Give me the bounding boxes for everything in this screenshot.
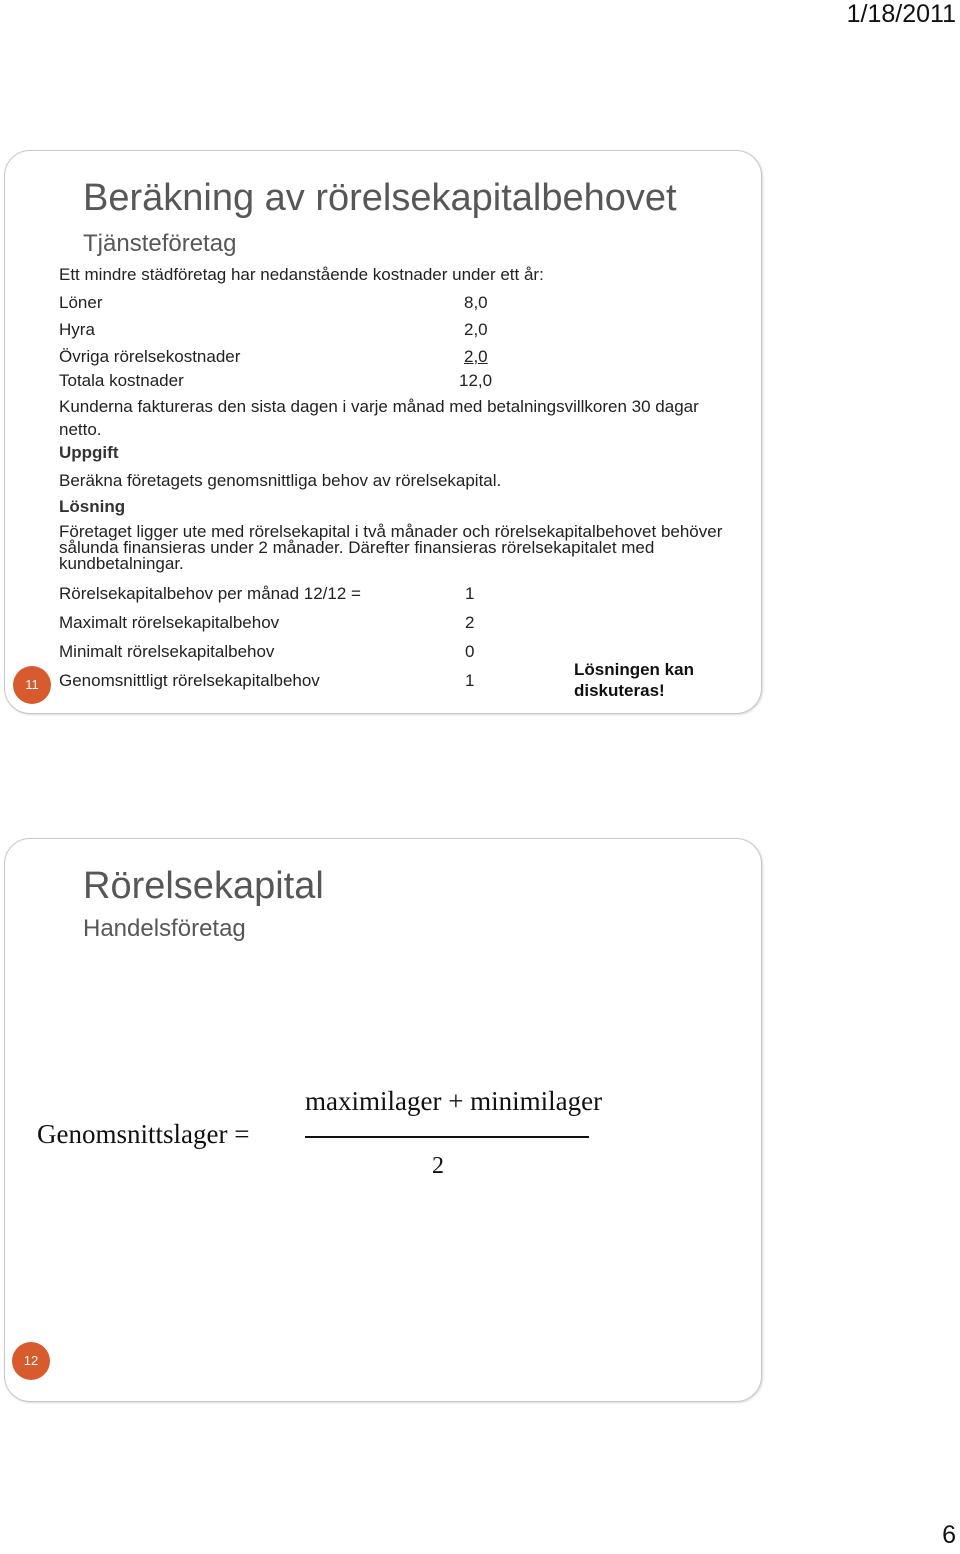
note-line: diskuteras! [574, 681, 665, 700]
formula-denominator: 2 [432, 1153, 444, 1179]
slide-number-badge: 11 [13, 666, 51, 704]
slide-number-badge: 12 [12, 1342, 50, 1380]
result-label: Minimalt rörelsekapitalbehov [59, 642, 275, 661]
slide-11 [4, 150, 762, 714]
cost-label: Hyra [59, 320, 95, 339]
slide-subtitle: Tjänsteföretag [83, 230, 237, 257]
solution-text: Företaget ligger ute med rörelsekapital i två månader och rörelsekapitalbehovet behöver sålunda finansieras under 2 månader. Därefter finansieras rörelsekapitalet med kundbetalningar. [59, 522, 723, 573]
fraction-bar [305, 1136, 589, 1138]
slide-title: Beräkning av rörelsekapitalbehovet [83, 177, 677, 219]
result-label: Maximalt rörelsekapitalbehov [59, 613, 280, 632]
cost-label: Övriga rörelsekostnader [59, 347, 241, 366]
page-number: 6 [942, 1521, 956, 1549]
discussion-note [574, 659, 694, 701]
solution-heading: Lösning [59, 497, 126, 516]
result-value: 2 [465, 613, 475, 632]
cost-label: Löner [59, 293, 103, 312]
note-line: Lösningen kan [574, 660, 694, 679]
terms-text: Kunderna faktureras den sista dagen i varje månad med betalningsvillkoren 30 dagar netto. [59, 397, 699, 439]
cost-value: 2,0 [464, 320, 488, 339]
result-value: 1 [465, 671, 475, 690]
slide-title: Rörelsekapital [83, 865, 324, 907]
result-value: 1 [465, 584, 475, 603]
result-label: Genomsnittligt rörelsekapitalbehov [59, 671, 320, 690]
task-text: Beräkna företagets genomsnittliga behov av rörelsekapital. [59, 471, 502, 490]
cost-value: 2,0 [464, 347, 488, 366]
result-label: Rörelsekapitalbehov per månad 12/12 = [59, 584, 361, 603]
slide-subtitle: Handelsföretag [83, 915, 246, 942]
formula-numerator: maximilager + minimilager [305, 1086, 603, 1116]
cost-value: 8,0 [464, 293, 488, 312]
result-value: 0 [465, 642, 475, 661]
task-heading: Uppgift [59, 443, 119, 462]
cost-total-value: 12,0 [459, 371, 493, 390]
cost-total-label: Totala kostnader [59, 371, 184, 390]
intro-text: Ett mindre städföretag har nedanstående kostnader under ett år: [59, 265, 544, 284]
header-date: 1/18/2011 [846, 0, 956, 28]
slide-12 [4, 838, 762, 1402]
formula-lhs: Genomsnittslager = [37, 1119, 250, 1149]
